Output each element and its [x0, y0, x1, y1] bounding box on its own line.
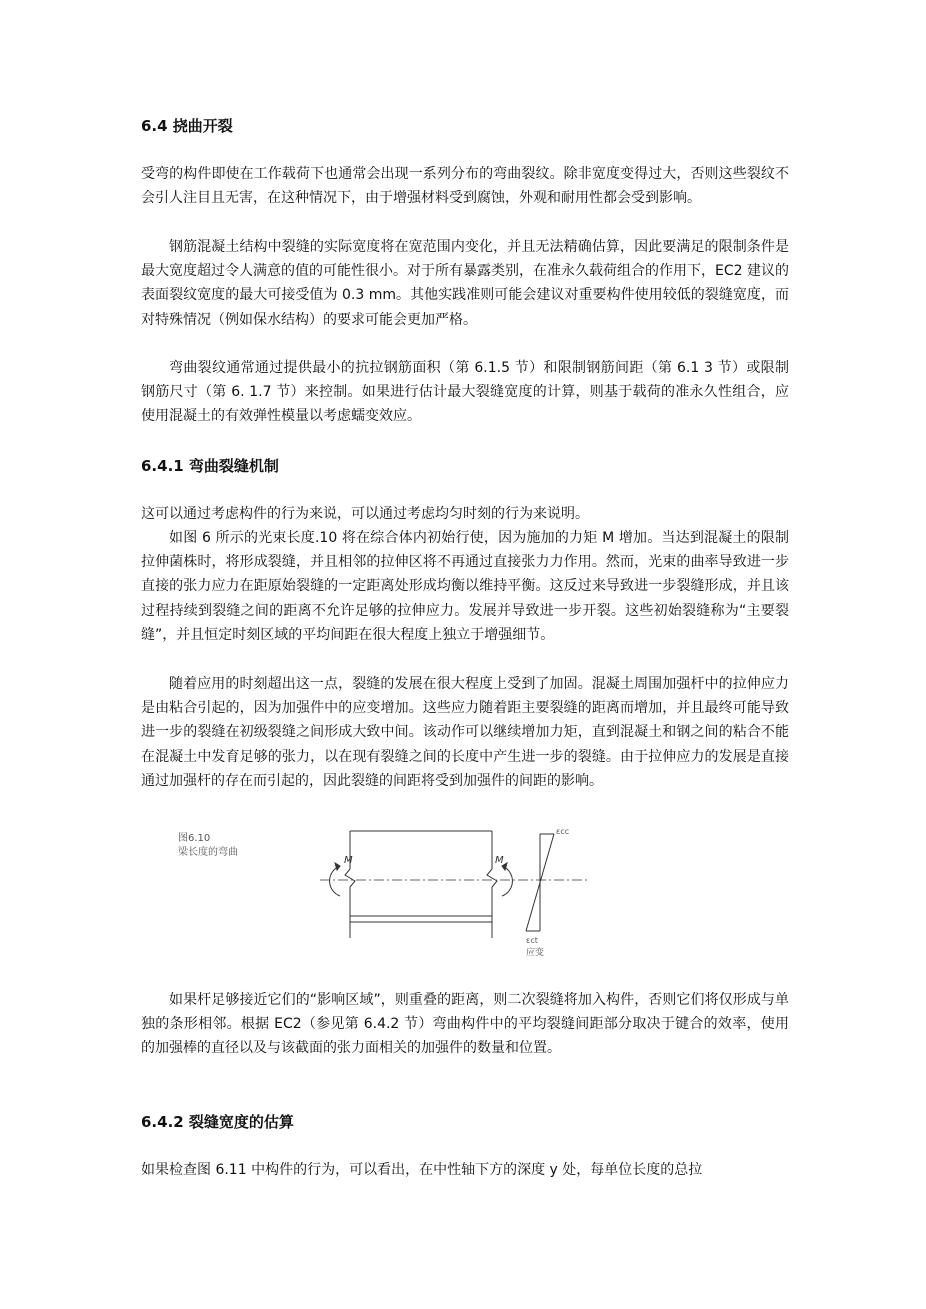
beam-bending-figure: [170, 826, 600, 956]
moment-arrow-left: [330, 866, 340, 896]
break-line-right: [487, 869, 497, 887]
figure-title: 梁长度的弯曲: [178, 847, 238, 858]
strain-bottom-label: εct: [526, 936, 538, 945]
strain-top-label: εcc: [556, 827, 570, 836]
beam-diagram: [320, 831, 590, 938]
moment-label-right: M: [495, 855, 504, 866]
section-6-4-1-title: 6.4.1 弯曲裂缝机制: [141, 457, 279, 475]
paragraph: 受弯的构件即使在工作载荷下也通常会出现一系列分布的弯曲裂纹。除非宽度变得过大，否则这些裂纹不会引人注目且无害，在这种情况下，由于增强材料受到腐蚀，外观和耐用性都会受到影响。: [141, 166, 789, 207]
paragraph: 这可以通过考虑构件的行为来说，可以通过考虑均匀时刻的行为来说明。: [141, 506, 589, 522]
paragraph: 如果检查图 6.11 中构件的行为，可以看出，在中性轴下方的深度 y 处，每单位长度的总拉: [141, 1162, 703, 1178]
paragraph: 如果杆足够接近它们的“影响区域”，则重叠的距离，则二次裂缝将加入构件，否则它们将仅形成与单独的条形相邻。根据 EC2（参见第 6.4.2 节）弯曲构件中的平均裂缝间距部分取决于键合的效率，使用的加强棒的直径以及与该截面的张力面相关的加强件的数量和位置。: [141, 992, 789, 1057]
paragraph: 随着应用的时刻超出这一点，裂缝的发展在很大程度上受到了加固。混凝土周围加强杆中的拉伸应力是由粘合引起的，因为加强件中的应变增加。这些应力随着距主要裂缝的距离而增加，并且最终可能导致进一步的裂缝在初级裂缝之间形成大致中间。该动作可以继续增加力矩，直到混凝土和钢之间的粘合不能在混凝土中发育足够的张力，以在现有裂缝之间的长度中产生进一步的裂缝。由于拉伸应力的发展是直接通过加强杆的存在而引起的，因此裂缝的间距将受到加强件的间距的影响。: [141, 676, 789, 789]
strain-diagram: [526, 834, 554, 931]
break-line-left: [345, 869, 355, 887]
paragraph: 弯曲裂纹通常通过提供最小的抗拉钢筋面积（第 6.1.5 节）和限制钢筋间距（第 6.1 3 节）或限制钢筋尺寸（第 6. 1.7 节）来控制。如果进行估计最大裂缝宽度的计算，则基于载荷的准永久性组合，应使用混凝土的有效弹性模量以考虑蠕变效应。: [141, 360, 789, 425]
paragraph: 如图 6 所示的光束长度.10 将在综合体内初始行使，因为施加的力矩 M 增加。当达到混凝土的限制拉伸菌株时，将形成裂缝，并且相邻的拉伸区将不再通过直接张力力作用。然而，光束的曲率导致进一步直接的张力应力在距原始裂缝的一定距离处形成均衡以维持平衡。这反过来导致进一步裂缝形成，并且该过程持续到裂缝之间的距离不允许足够的拉伸应力。发展并导致进一步开裂。这些初始裂缝称为“主要裂缝”，并且恒定时刻区域的平均间距在很大程度上独立于增强细节。: [141, 530, 789, 643]
figure-number: 图6.10: [178, 833, 211, 844]
moment-label-left: M: [344, 855, 353, 866]
section-6-4-title: 6.4 挠曲开裂: [141, 117, 233, 135]
moment-arrow-right: [502, 866, 512, 896]
section-6-4-2-title: 6.4.2 裂缝宽度的估算: [141, 1113, 294, 1131]
paragraph: 钢筋混凝土结构中裂缝的实际宽度将在宽范围内变化，并且无法精确估算，因此要满足的限制条件是最大宽度超过令人满意的值的可能性很小。对于所有暴露类别，在准永久载荷组合的作用下，EC2 建议的表面裂纹宽度的最大可接受值为 0.3 mm。其他实践准则可能会建议对重要构件使用较低的裂缝宽度，而对特殊情况（例如保水结构）的要求可能会更加严格。: [141, 239, 789, 328]
strain-label: 应变: [526, 948, 545, 956]
